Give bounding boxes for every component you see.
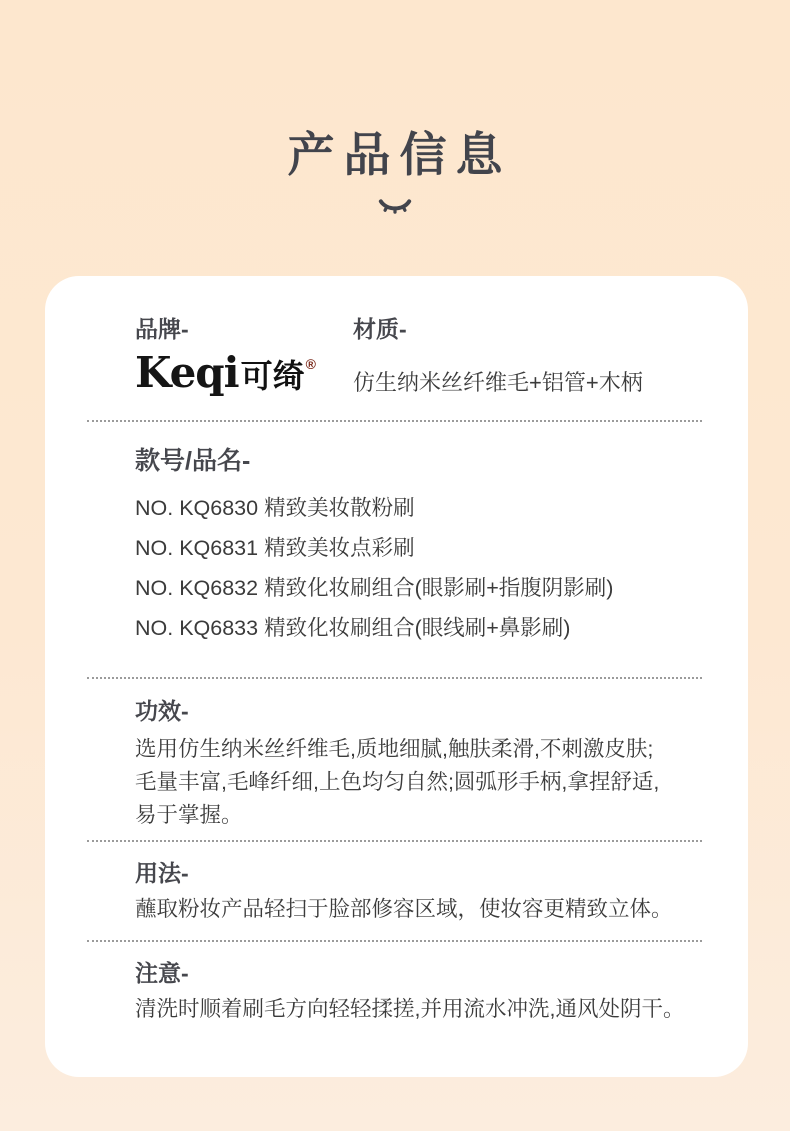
efficacy-label: 功效-	[135, 698, 189, 724]
dotted-divider	[87, 420, 702, 422]
efficacy-line: 选用仿生纳米丝纤维毛,质地细腻,触肤柔滑,不刺激皮肤;	[135, 737, 654, 761]
dotted-divider	[87, 940, 702, 942]
caution-section	[135, 958, 698, 1025]
model-item: NO. KQ6831 精致美妆点彩刷	[135, 536, 415, 560]
brand-label: 品牌-	[135, 316, 189, 342]
usage-text: 蘸取粉妆产品轻扫于脸部修容区域，使妆容更精致立体。	[135, 897, 673, 921]
brand-material-section	[135, 314, 698, 397]
brand-logo-chinese: 可绮	[240, 358, 305, 394]
model-item: NO. KQ6832 精致化妆刷组合(眼影刷+指腹阴影刷)	[135, 576, 614, 600]
material-label: 材质-	[353, 316, 407, 342]
model-item: NO. KQ6830 精致美妆散粉刷	[135, 496, 415, 520]
page-title: 产品信息	[287, 128, 512, 181]
dotted-divider	[87, 677, 702, 679]
dotted-divider	[87, 840, 702, 842]
registered-trademark-icon: ®	[305, 356, 316, 372]
usage-section	[135, 858, 698, 925]
brand-column	[135, 314, 353, 397]
brand-logo-latin: Keqi	[135, 348, 239, 397]
model-item: NO. KQ6833 精致化妆刷组合(眼线刷+鼻影刷)	[135, 616, 571, 640]
efficacy-section	[135, 696, 698, 832]
efficacy-line: 易于掌握。	[135, 803, 243, 827]
material-column	[353, 314, 698, 397]
brand-logo	[135, 348, 353, 397]
models-label: 款号/品名-	[135, 447, 251, 475]
material-value: 仿生纳米丝纤维毛+铝管+木柄	[353, 370, 643, 395]
caution-text: 清洗时顺着刷毛方向轻轻揉搓,并用流水冲洗,通风处阴干。	[135, 997, 685, 1021]
efficacy-text	[135, 733, 698, 832]
product-info-card	[45, 276, 748, 1077]
models-section	[135, 446, 698, 648]
usage-label: 用法-	[135, 860, 189, 886]
efficacy-line: 毛量丰富,毛峰纤细,上色均匀自然;圆弧形手柄,拿捏舒适,	[135, 770, 660, 794]
caution-label: 注意-	[135, 960, 189, 986]
model-list	[135, 488, 698, 648]
eyelash-icon	[0, 196, 790, 217]
